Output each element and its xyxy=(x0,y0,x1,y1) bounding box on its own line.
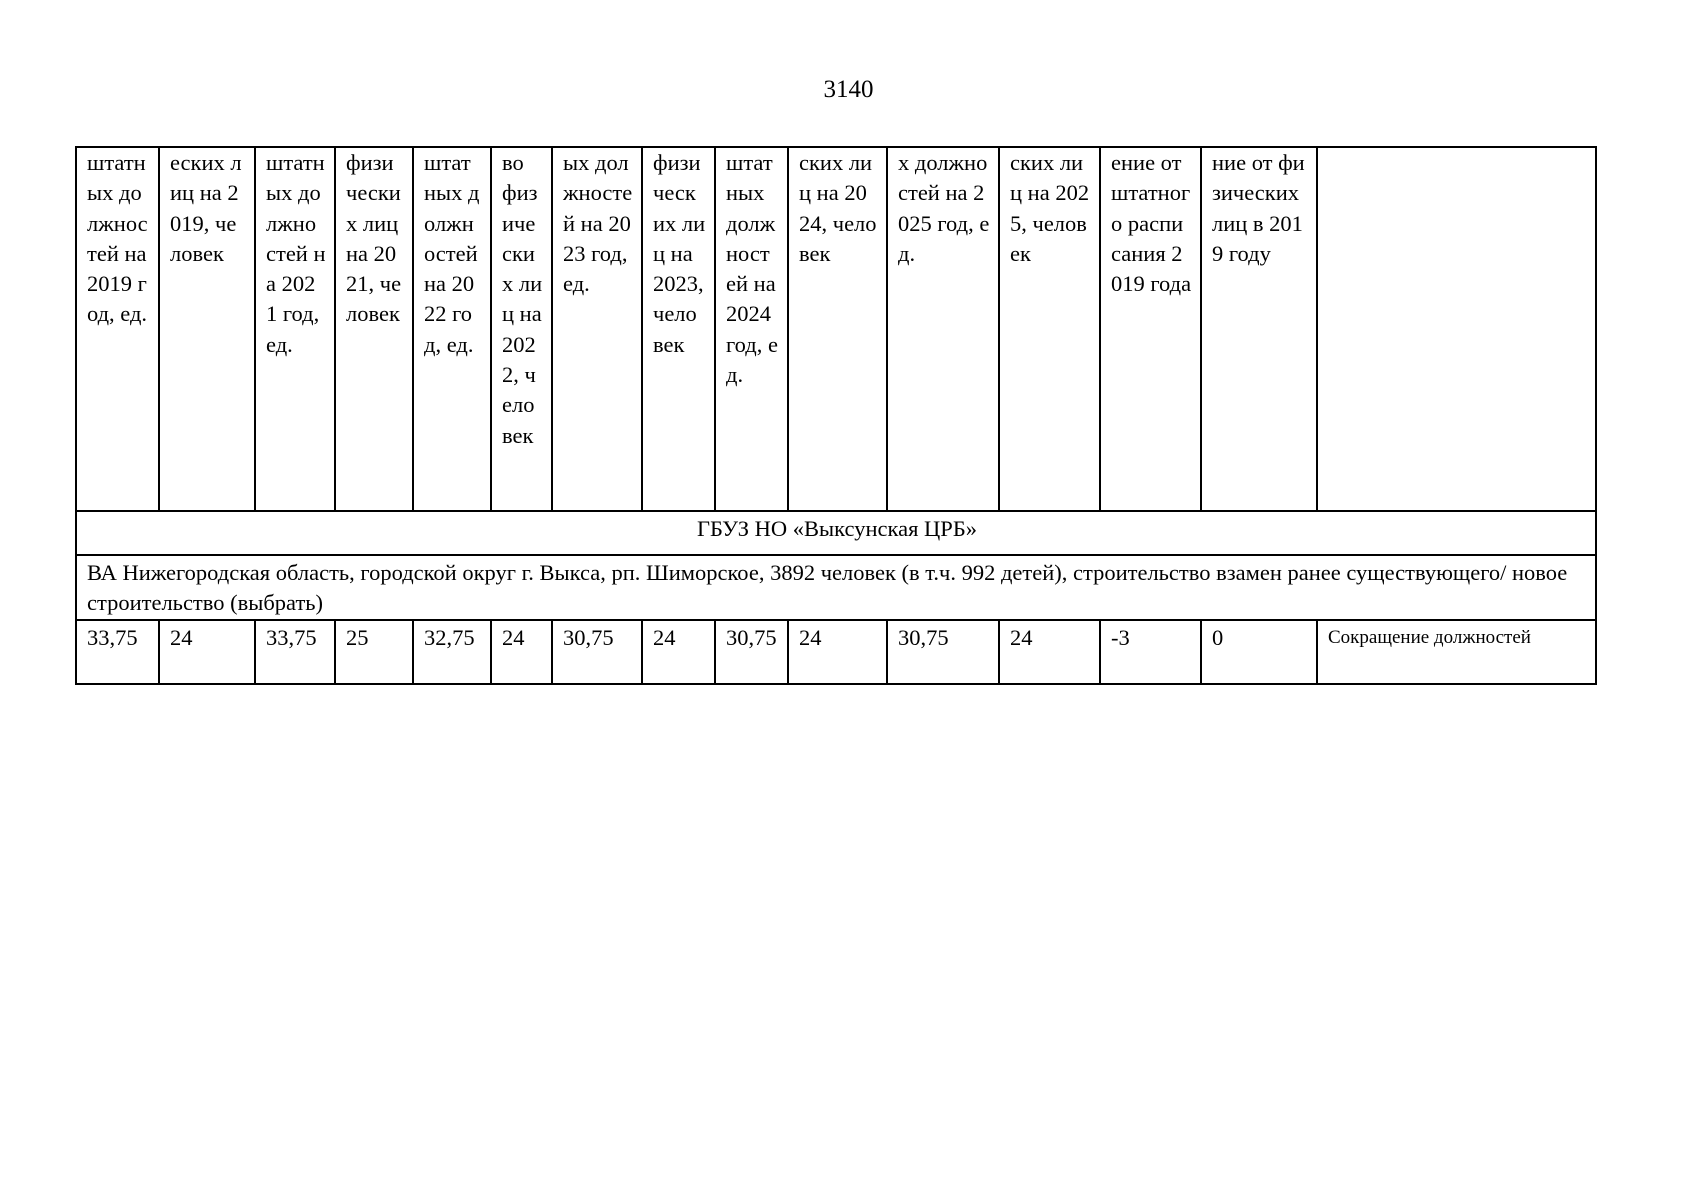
table-row xyxy=(76,620,1596,684)
header-cell: физических лиц на 2023, человек xyxy=(642,147,715,511)
header-cell: штатных должностей на 2024 год, ед. xyxy=(715,147,788,511)
table-cell: 33,75 xyxy=(255,620,335,684)
table-header-row xyxy=(76,147,1596,511)
staffing-table xyxy=(75,146,1597,685)
header-cell: физических лиц на 2021, человек xyxy=(335,147,413,511)
table-cell: 32,75 xyxy=(413,620,491,684)
organization-name: ГБУЗ НО «Выксунская ЦРБ» xyxy=(76,511,1596,555)
header-cell: х должностей на 2025 год, ед. xyxy=(887,147,999,511)
table-cell: -3 xyxy=(1100,620,1201,684)
note-cell: Сокращение должностей xyxy=(1317,620,1596,684)
table-cell: 24 xyxy=(642,620,715,684)
table-cell: 30,75 xyxy=(715,620,788,684)
table-cell: 0 xyxy=(1201,620,1317,684)
table-cell: 24 xyxy=(159,620,255,684)
table-cell: 25 xyxy=(335,620,413,684)
header-cell: во физических лиц на 2022, человек xyxy=(491,147,552,511)
header-cell: ние от физических лиц в 2019 году xyxy=(1201,147,1317,511)
table-cell: 24 xyxy=(999,620,1100,684)
header-cell: штатных должностей на 2019 год, ед. xyxy=(76,147,159,511)
header-cell: ских лиц на 2025, человек xyxy=(999,147,1100,511)
header-cell: штатных должностей на 2021 год, ед. xyxy=(255,147,335,511)
table-cell: 30,75 xyxy=(887,620,999,684)
location-row xyxy=(76,555,1596,620)
table-cell: 30,75 xyxy=(552,620,642,684)
header-cell: еских лиц на 2019, человек xyxy=(159,147,255,511)
header-cell: ение от штатного расписания 2019 года xyxy=(1100,147,1201,511)
location-description: ВА Нижегородская область, городской округ г. Выкса, рп. Шиморское, 3892 человек (в т.ч. 992 детей), строительство взамен ранее существующего/ новое строительство (выбрать) xyxy=(76,555,1596,620)
organization-row xyxy=(76,511,1596,555)
table-cell: 24 xyxy=(788,620,887,684)
header-cell xyxy=(1317,147,1596,511)
table-cell: 33,75 xyxy=(76,620,159,684)
table-cell: 24 xyxy=(491,620,552,684)
header-cell: штатных должностей на 2022 год, ед. xyxy=(413,147,491,511)
header-cell: ых должностей на 2023 год, ед. xyxy=(552,147,642,511)
header-cell: ских лиц на 2024, человек xyxy=(788,147,887,511)
page-number: 3140 xyxy=(823,76,874,103)
